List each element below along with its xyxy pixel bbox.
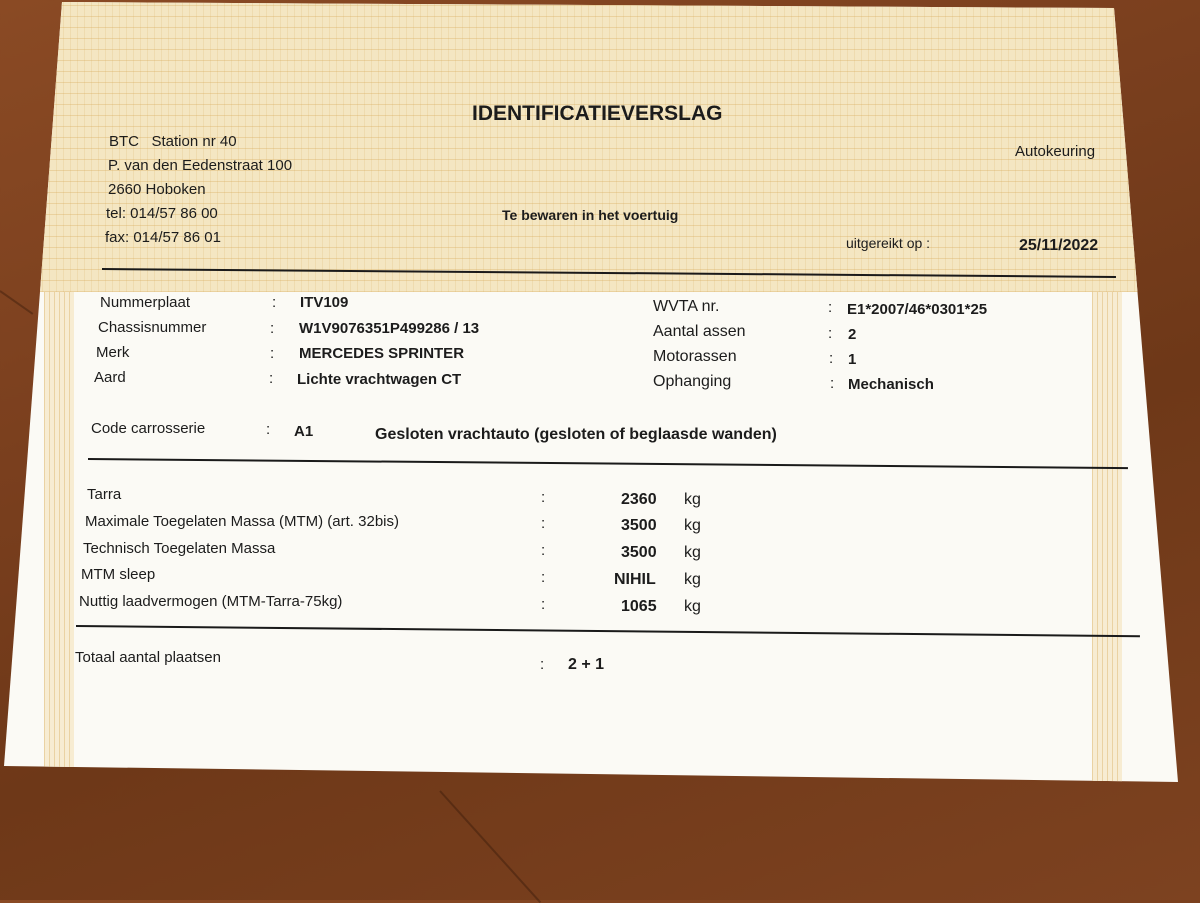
chassis-label: Chassisnummer [98,319,207,336]
axles-value: 2 [848,326,857,343]
table-seam-left [0,290,33,315]
telephone: tel: 014/57 86 00 [106,205,218,222]
body-code-description: Gesloten vrachtauto (gesloten of beglaasde wanden) [375,426,777,443]
brand-value: MERCEDES SPRINTER [299,345,465,362]
suspension-label: Ophanging [653,373,732,390]
seats-value: 2 + 1 [568,656,605,673]
colon: : [266,421,271,438]
keep-in-vehicle-note: Te bewaren in het voertuig [502,207,679,223]
mass-label-mtm-trailer: MTM sleep [81,566,156,583]
colon: : [829,350,834,367]
issued-label: uitgereikt op : [846,235,931,251]
mass-label-technical: Technisch Toegelaten Massa [83,540,276,557]
body-code-label: Code carrosserie [91,420,206,437]
mass-value-mtm: 3500 [621,517,657,534]
station-line: BTC Station nr 40 [109,133,237,150]
suspension-value: Mechanisch [848,376,934,393]
mass-unit: kg [684,571,701,588]
mass-value-technical: 3500 [621,544,657,561]
motor-axles-value: 1 [848,351,857,368]
colon: : [541,569,546,586]
autokeuring-label: Autokeuring [1015,143,1096,160]
security-pattern-right [1092,292,1122,782]
colon: : [830,375,835,392]
table-seam [439,790,541,903]
seats-label: Totaal aantal plaatsen [75,649,221,666]
colon: : [272,294,277,311]
colon: : [828,299,833,316]
mass-unit: kg [684,517,701,534]
plate-value: ITV109 [300,294,349,311]
axles-label: Aantal assen [653,323,746,340]
colon: : [270,345,275,362]
wvta-value: E1*2007/46*0301*25 [847,301,988,318]
wvta-label: WVTA nr. [653,298,720,315]
colon: : [540,656,545,673]
colon: : [828,325,833,342]
mass-value-payload: 1065 [621,598,657,615]
document-title: IDENTIFICATIEVERSLAG [472,102,723,125]
colon: : [541,542,546,559]
mass-unit: kg [684,544,701,561]
mass-value-mtm-trailer: NIHIL [614,571,656,588]
fax: fax: 014/57 86 01 [105,229,221,246]
colon: : [269,370,274,387]
chassis-value: W1V9076351P499286 / 13 [299,320,480,337]
type-label: Aard [94,369,126,386]
colon: : [541,596,546,613]
type-value: Lichte vrachtwagen CT [297,371,462,388]
colon: : [541,515,546,532]
body-code-value: A1 [294,423,314,440]
mass-unit: kg [684,598,701,615]
security-pattern-left [44,292,74,772]
address-street: P. van den Eedenstraat 100 [108,157,293,174]
colon: : [541,489,546,506]
mass-label-tarra: Tarra [87,486,122,503]
plate-label: Nummerplaat [100,294,191,311]
mass-label-payload: Nuttig laadvermogen (MTM-Tarra-75kg) [79,593,343,610]
motor-axles-label: Motorassen [653,348,737,365]
address-city: 2660 Hoboken [108,181,206,198]
mass-value-tarra: 2360 [621,491,657,508]
mass-unit: kg [684,491,701,508]
brand-label: Merk [96,344,130,361]
mass-label-mtm: Maximale Toegelaten Massa (MTM) (art. 32bis) [85,513,399,530]
colon: : [270,320,275,337]
issued-date: 25/11/2022 [1019,237,1099,254]
